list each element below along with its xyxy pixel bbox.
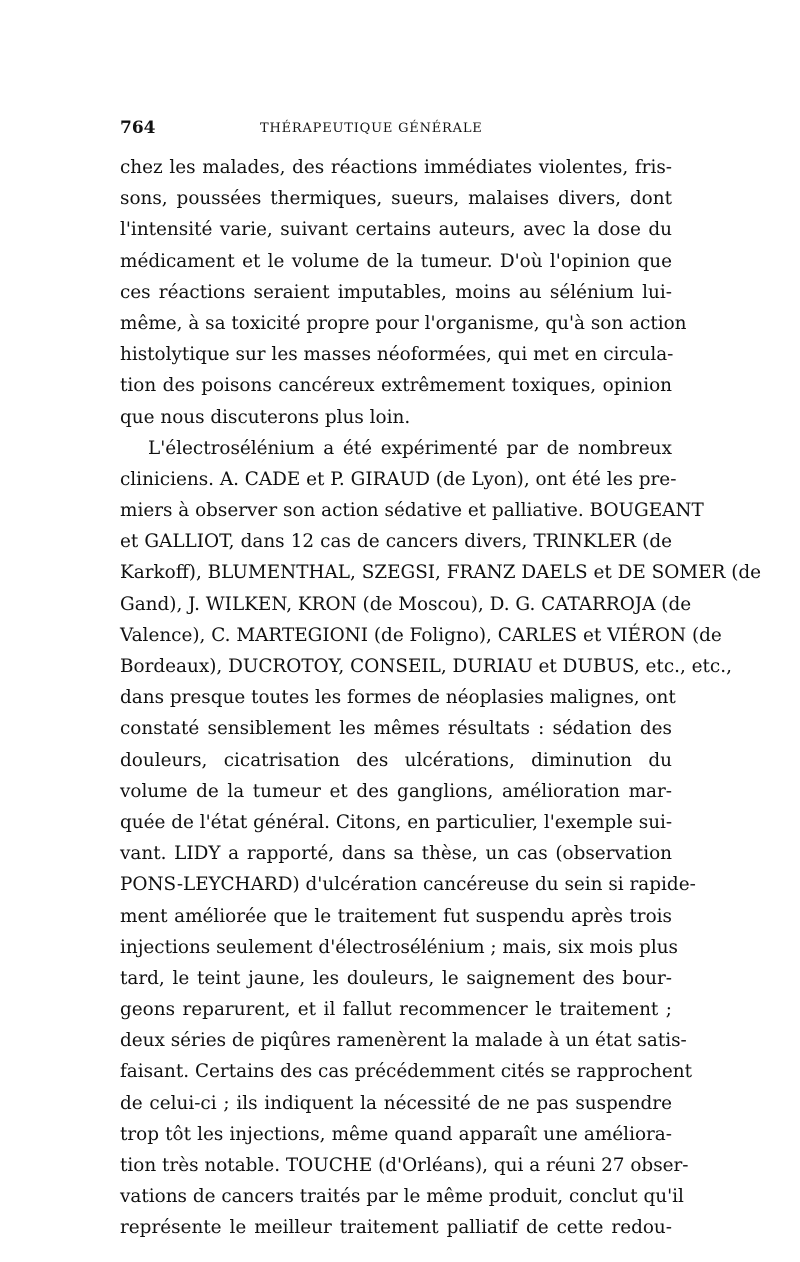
body-text xyxy=(120,152,762,1244)
text-line: Karkoff), BLUMENTHAL, SZEGSI, FRANZ DAELS et DE SOMER (de xyxy=(120,562,762,584)
page-header xyxy=(120,118,680,142)
text-line: vant. LIDY a rapporté, dans sa thèse, un cas (observation xyxy=(120,843,672,865)
text-line: représente le meilleur traitement palliatif de cette redou- xyxy=(120,1217,672,1239)
text-line: ces réactions seraient imputables, moins au sélénium lui- xyxy=(120,281,672,303)
text-line: dans presque toutes les formes de néoplasies malignes, ont xyxy=(120,687,676,709)
text-line: PONS-LEYCHARD) d'ulcération cancéreuse du sein si rapide- xyxy=(120,874,696,896)
running-title: THÉRAPEUTIQUE GÉNÉRALE xyxy=(260,121,483,136)
text-line: même, à sa toxicité propre pour l'organisme, qu'à son action xyxy=(120,312,687,334)
text-line: volume de la tumeur et des ganglions, amélioration mar- xyxy=(120,780,672,802)
text-line: Gand), J. WILKEN, KRON (de Moscou), D. G. CATARROJA (de xyxy=(120,593,692,615)
text-line: histolytique sur les masses néoformées, qui met en circula- xyxy=(120,344,674,366)
text-line: cliniciens. A. CADE et P. GIRAUD (de Lyon), ont été les pre- xyxy=(120,468,677,490)
text-line: tion très notable. TOUCHE (d'Orléans), qui a réuni 27 obser- xyxy=(120,1155,689,1176)
text-line: constaté sensiblement les mêmes résultats : sédation des xyxy=(120,718,672,740)
paragraph-last-line: que nous discuterons plus loin. xyxy=(120,406,411,428)
text-line: chez les malades, des réactions immédiates violentes, fris- xyxy=(120,157,672,178)
text-line: douleurs, cicatrisation des ulcérations, diminution du xyxy=(120,749,672,771)
text-line: de celui-ci ; ils indiquent la nécessité de ne pas suspendre xyxy=(120,1092,672,1114)
text-line: geons reparurent, et il fallut recommencer le traitement ; xyxy=(120,999,672,1021)
text-line: faisant. Certains des cas précédemment cités se rapprochent xyxy=(120,1061,693,1083)
text-line: tard, le teint jaune, les douleurs, le saignement des bour- xyxy=(120,967,672,989)
text-line: Valence), C. MARTEGIONI (de Foligno), CARLES et VIÉRON (de xyxy=(120,624,722,646)
text-line: deux séries de piqûres ramenèrent la malade à un état satis- xyxy=(120,1030,687,1052)
text-line: vations de cancers traités par le même produit, conclut qu'il xyxy=(120,1186,684,1208)
text-line: trop tôt les injections, même quand apparaît une améliora- xyxy=(120,1123,672,1145)
text-line: quée de l'état général. Citons, en particulier, l'exemple sui- xyxy=(120,811,673,833)
text-line: miers à observer son action sédative et palliative. BOUGEANT xyxy=(120,500,704,522)
text-line: injections seulement d'électrosélénium ; mais, six mois plus xyxy=(120,936,678,958)
text-line: tion des poisons cancéreux extrêmement toxiques, opinion xyxy=(120,375,672,397)
text-line: ment améliorée que le traitement fut suspendu après trois xyxy=(120,905,672,927)
page-number: 764 xyxy=(120,118,156,138)
paragraph-first-line: L'électrosélénium a été expérimenté par de nombreux xyxy=(148,437,672,459)
text-line: l'intensité varie, suivant certains auteurs, avec la dose du xyxy=(120,219,672,241)
text-line: sons, poussées thermiques, sueurs, malaises divers, dont xyxy=(120,188,672,210)
text-line: et GALLIOT, dans 12 cas de cancers divers, TRINKLER (de xyxy=(120,531,672,553)
text-line: médicament et le volume de la tumeur. D'où l'opinion que xyxy=(120,250,672,272)
text-line: Bordeaux), DUCROTOY, CONSEIL, DURIAU et DUBUS, etc., etc., xyxy=(120,656,732,677)
